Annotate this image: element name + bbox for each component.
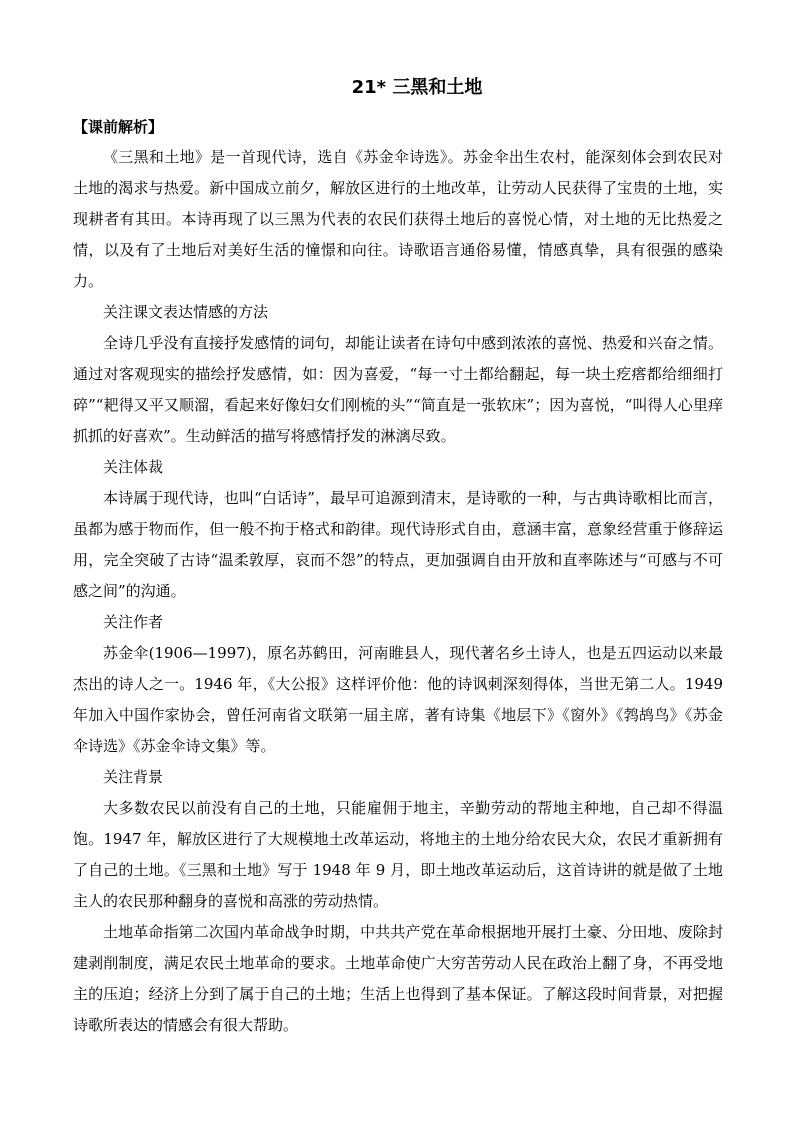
section-label: 【课前解析】 [73,118,164,136]
genre-paragraph: 本诗属于现代诗，也叫“白话诗”，最早可追源到清末，是诗歌的一种，与古典诗歌相比而言，虽都为感于物而作，但一般不拘于格式和韵律。现代诗形式自由，意涵丰富，意象经营重于修辞运用，完全突破了古诗“温柔敦厚，哀而不怨”的特点，更加强调自由开放和直率陈述与“可感与不可感之间”的沟通。 [73,489,723,600]
section-heading-background: 关注背景 [103,768,164,786]
section-heading-method: 关注课文表达情感的方法 [103,303,269,321]
background-paragraph-1: 大多数农民以前没有自己的土地，只能雇佣于地主，辛勤劳动的帮地主种地，自己却不得温饱。1947 年，解放区进行了大规模地土改革运动，将地主的土地分给农民大众，农民才重新拥有了自己的土地。《三黑和土地》写于 1948 年 9 月，即土地改革运动后，这首诗讲的就是做了土地主人的农民那种翻身的喜悦和高涨的劳动热情。 [73,799,723,910]
section-heading-genre: 关注体裁 [103,458,164,476]
document-body [73,142,723,1041]
method-paragraph: 全诗几乎没有直接抒发感情的词句，却能让读者在诗句中感到浓浓的喜悦、热爱和兴奋之情。通过对客观现实的描绘抒发感情，如：因为喜爱，“每一寸土都给翻起，每一块土疙瘩都给细细打碎”“耙得又平又顺溜，看起来好像妇女们刚梳的头”“简直是一张软床”；因为喜悦，“叫得人心里痒抓抓的好喜欢”。生动鲜活的描写将感情抒发的淋漓尽致。 [73,334,723,445]
background-paragraph-2: 土地革命指第二次国内革命战争时期，中共共产党在革命根据地开展打土豪、分田地、废除封建剥削制度，满足农民土地革命的要求。土地革命使广大穷苦劳动人民在政治上翻了身，不再受地主的压迫；经济上分到了属于自己的土地；生活上也得到了基本保证。了解这段时间背景，对把握诗歌所表达的情感会有很大帮助。 [73,923,723,1034]
section-heading-author: 关注作者 [103,613,164,631]
author-paragraph: 苏金伞(1906—1997)，原名苏鹤田，河南睢县人，现代著名乡土诗人，也是五四运动以来最杰出的诗人之一。1946 年，《大公报》这样评价他：他的诗讽刺深刻得体，当世无第二人。1949 年加入中国作家协会，曾任河南省文联第一届主席，著有诗集《地层下》《窗外》《鹁鸪鸟》《苏金伞诗选》《苏金伞诗文集》等。 [73,644,723,755]
page-title: 21* 三黑和土地 [351,77,483,98]
intro-paragraph: 《三黑和土地》是一首现代诗，选自《苏金伞诗选》。苏金伞出生农村，能深刻体会到农民对土地的渴求与热爱。新中国成立前夕，解放区进行的土地改革，让劳动人民获得了宝贵的土地，实现耕者有其田。本诗再现了以三黑为代表的农民们获得土地后的喜悦心情，对土地的无比热爱之情，以及有了土地后对美好生活的憧憬和向往。诗歌语言通俗易懂，情感真挚，具有很强的感染力。 [73,148,723,290]
